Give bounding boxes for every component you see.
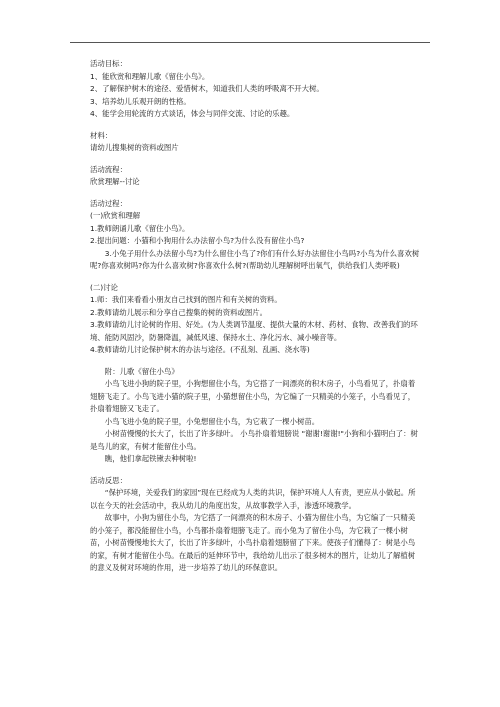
reflection-heading: 活动反思： (90, 475, 127, 485)
process-part1-title: (一)欣赏和理解 (90, 211, 141, 220)
goal-item: 1、能欣赏和理解儿歌《留住小鸟》。 (90, 71, 210, 81)
materials-text: 请幼儿搜集树的资料或图片 (90, 143, 179, 152)
materials-heading: 材料： (90, 130, 113, 140)
poem-line: 小鸟飞进小兔的院子里，小兔想留住小鸟，为它栽了一棵小树苗。 (104, 416, 320, 426)
poem-line: 小树苗慢慢的长大了，长出了许多绿叶。 小鸟扑扇着翅膀说 "谢谢!谢谢!"小狗和小猫明白了：树是鸟儿的家，有树才能留住小鸟。 (90, 429, 418, 451)
process-step: 1.教师朗诵儿歌《留住小鸟》。 (90, 223, 190, 233)
goal-item: 4、能学会用轮流的方式谈话，体会与同伴交流、讨论的乐趣。 (90, 109, 295, 118)
discussion-step: 2.教师请幼儿展示和分享自己搜集的树的资料或图片。 (90, 307, 268, 317)
discussion-step: 4.教师请幼儿讨论保护树木的办法与途径。(不乱刻、乱画、浇水等) (90, 345, 310, 354)
reflection-paragraph: “保护环境，关爱我们的家园”现在已经成为人类的共识，保护环境人人有责，更应从小做起。所以在今天的社会活动中，我从幼儿的角度出发，从故事教学入手，渗透环境教学。 (90, 488, 416, 510)
document-body (90, 58, 420, 575)
flow-heading: 活动流程： (90, 164, 127, 174)
reflection-paragraph: 故事中，小狗为留住小鸟，为它搭了一间漂亮的积木房子、小猫为留住小鸟，为它编了一只精美的小笼子，都没能留住小鸟，小鸟都扑扇着翅膀飞走了。而小兔为了留住小鸟，为它栽了一棵小树苗，小树苗慢慢地长大了，长出了许多绿叶，小鸟扑扇着翅膀留了下来。使孩子们懂得了：树是小鸟的家，有树才能留住小鸟。在最后的延伸环节中，我给幼儿出示了很多树木的图片，让幼儿了解植树的意义及树对环境的作用，进一步培养了幼儿的环保意识。 (90, 513, 416, 572)
header-rule (70, 42, 430, 43)
process-step: 3.小兔子用什么办法留小鸟?为什么留住小鸟了?你们有什么好办法留住小鸟吗?小鸟为什么喜欢树呢?你喜欢树吗?你为什么喜欢树?你喜欢什么树?(帮助幼儿理解树呼出氧气，供给我们人类呼吸) (90, 248, 420, 270)
poem-title: 附：儿歌《留住小鸟》 (104, 366, 179, 376)
flow-text: 欣赏理解--讨论 (90, 177, 140, 186)
goal-item: 3、培养幼儿乐观开朗的性格。 (90, 96, 191, 106)
poem-line: 瞧，他们拿起铁锹去种树啦! (104, 454, 197, 463)
discussion-step: 3.教师请幼儿讨论树的作用、好处。(为人类调节温度、提供大量的木材、药材、食物、改善我们的环境、能防风固沙，防暑降温，减低风速、保持水土、净化污水、减小噪音等。 (90, 320, 418, 342)
goals-heading: 活动目标： (90, 59, 127, 68)
process-part2-title: (二)讨论 (90, 282, 118, 292)
poem-line: 小鸟飞进小狗的院子里，小狗想留住小鸟，为它搭了一间漂亮的积木房子，小鸟看见了，扑扇着翅膀飞走了。小鸟飞进小猫的院子里，小猫想留住小鸟，为它编了一只精美的小笼子，小鸟看见了，扑扇着翅膀又飞走了。 (90, 379, 416, 413)
goal-item: 2、了解保护树木的途径、爱惜树木，知道我们人类的呼吸离不开大树。 (90, 84, 324, 93)
process-step: 2.提出问题：小猫和小狗用什么办法留小鸟?为什么没有留住小鸟? (90, 236, 305, 245)
discussion-step: 1.师：我们来看看小朋友自己找到的图片和有关树的资料。 (90, 295, 282, 304)
process-heading: 活动过程： (90, 198, 127, 208)
